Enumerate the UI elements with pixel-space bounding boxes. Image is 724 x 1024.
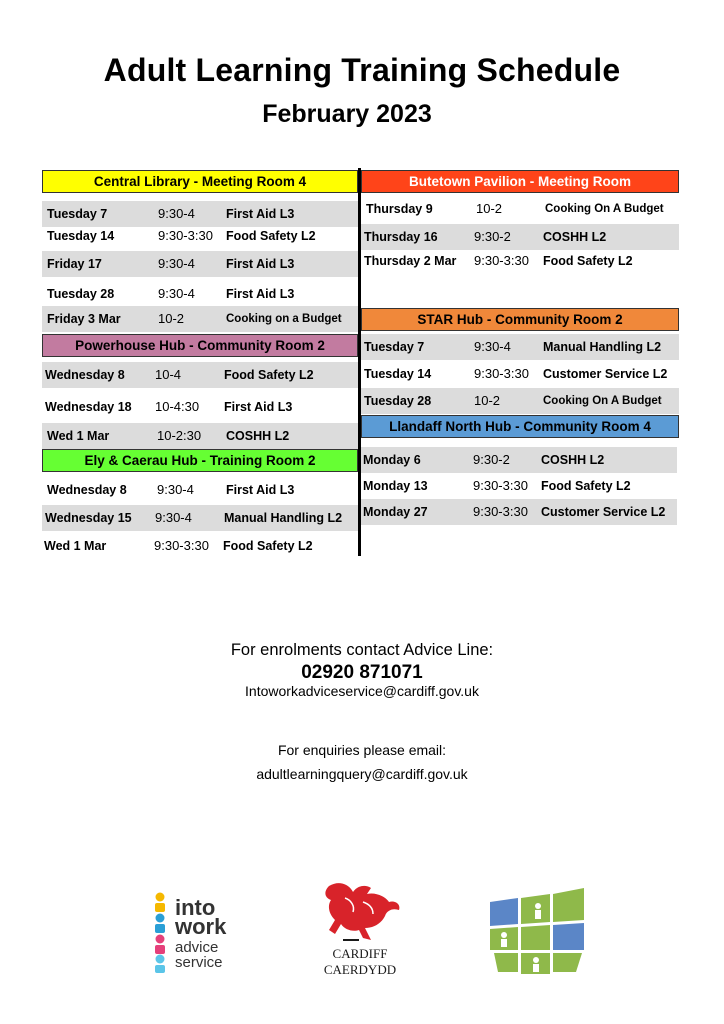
into-work-logo-line2: work [175,914,227,939]
course-cell: Manual Handling L2 [224,511,343,525]
table-row [42,223,358,249]
table-row [361,499,677,525]
course-cell: Customer Service L2 [541,505,666,519]
time-cell: 10-4:30 [155,399,200,414]
adult-learning-logo-icon [488,888,588,976]
course-cell: COSHH L2 [543,230,607,244]
advice-line-phone: 02920 871071 [301,662,423,683]
section-header-central-library: Central Library - Meeting Room 4 [42,170,358,193]
time-cell: 10-4 [155,367,182,382]
table-row [361,473,677,499]
course-cell: First Aid L3 [226,207,295,221]
course-cell: First Aid L3 [226,287,295,301]
course-cell: First Aid L3 [226,257,295,271]
table-row [42,505,358,531]
time-cell: 9:30-3:30 [158,228,213,243]
enrolment-contact-label: For enrolments contact Advice Line: [230,641,494,659]
day-cell: Tuesday 7 [364,340,425,354]
course-cell: COSHH L2 [226,429,290,443]
course-cell: Manual Handling L2 [543,340,662,354]
time-cell: 9:30-3:30 [473,504,528,519]
enquiry-contact-label: For enquiries please email: [277,742,447,758]
cardiff-logo-line2: CAERDYDD [323,962,397,977]
into-work-logo-line4: service [175,954,223,971]
day-cell: Tuesday 28 [364,394,432,408]
page-subtitle: February 2023 [262,100,432,128]
course-cell: Food Safety L2 [541,479,631,493]
adult-learning-logo [488,888,588,976]
cardiff-council-logo [310,878,410,980]
time-cell: 10-2 [474,393,501,408]
into-work-people-icon [152,892,174,974]
time-cell: 9:30-4 [158,256,195,271]
time-cell: 9:30-4 [155,510,192,525]
day-cell: Wednesday 8 [45,368,125,382]
course-cell: Food Safety L2 [543,254,633,268]
time-cell: 9:30-2 [474,229,511,244]
course-cell: Food Safety L2 [224,368,314,382]
time-cell: 9:30-4 [158,206,195,221]
table-row [361,334,679,360]
day-cell: Wed 1 Mar [44,539,107,553]
course-cell: Cooking On A Budget [543,395,662,407]
into-work-logo-line3: advice [175,939,219,956]
table-row [42,251,358,277]
course-cell: Food Safety L2 [223,539,313,553]
day-cell: Friday 17 [47,257,102,271]
section-header-ely-caerau-hub: Ely & Caerau Hub - Training Room 2 [42,449,358,472]
day-cell: Wednesday 15 [45,511,132,525]
course-cell: Cooking On A Budget [545,203,664,215]
day-cell: Wednesday 8 [47,483,127,497]
time-cell: 9:30-4 [158,286,195,301]
table-row [361,361,679,387]
table-row [42,362,358,388]
day-cell: Tuesday 28 [47,287,115,301]
course-cell: First Aid L3 [224,400,293,414]
day-cell: Thursday 16 [364,230,438,244]
day-cell: Tuesday 14 [364,367,432,381]
section-header-star-hub: STAR Hub - Community Room 2 [361,308,679,331]
table-row [361,224,679,250]
course-cell: COSHH L2 [541,453,605,467]
day-cell: Thursday 9 [366,202,433,216]
section-header-butetown-pavilion: Butetown Pavilion - Meeting Room [361,170,679,193]
section-header-powerhouse-hub: Powerhouse Hub - Community Room 2 [42,334,358,357]
day-cell: Wednesday 18 [45,400,132,414]
table-row [42,533,358,559]
day-cell: Tuesday 7 [47,207,108,221]
page-title: Adult Learning Training Schedule [103,52,621,88]
day-cell: Monday 27 [363,505,428,519]
course-cell: Food Safety L2 [226,229,316,243]
table-row [361,196,679,222]
cardiff-logo-line1: CARDIFF [332,946,388,961]
welsh-dragon-icon [315,878,405,948]
table-row [42,477,358,503]
enquiry-email: adultlearningquery@cardiff.gov.uk [256,766,468,782]
time-cell: 9:30-3:30 [474,366,529,381]
day-cell: Friday 3 Mar [47,312,121,326]
table-row [42,394,358,420]
course-cell: Customer Service L2 [543,367,668,381]
time-cell: 9:30-4 [157,482,194,497]
course-cell: First Aid L3 [226,483,295,497]
table-row [361,248,679,274]
time-cell: 9:30-4 [474,339,511,354]
day-cell: Thursday 2 Mar [364,254,457,268]
time-cell: 10-2 [476,201,503,216]
day-cell: Monday 6 [363,453,421,467]
table-row [42,306,358,332]
advice-service-email: Intoworkadviceservice@cardiff.gov.uk [245,683,479,699]
into-work-logo-line1: into [175,895,216,920]
table-row [42,423,358,449]
table-row [361,447,677,473]
time-cell: 9:30-3:30 [473,478,528,493]
day-cell: Monday 13 [363,479,428,493]
into-work-logo [152,890,252,975]
time-cell: 10-2:30 [157,428,202,443]
day-cell: Tuesday 14 [47,229,115,243]
table-row [361,388,679,414]
time-cell: 9:30-3:30 [474,253,529,268]
time-cell: 9:30-2 [473,452,510,467]
table-row [42,281,358,307]
course-cell: Cooking on a Budget [226,313,342,325]
time-cell: 9:30-3:30 [154,538,209,553]
section-header-llandaff-north-hub: Llandaff North Hub - Community Room 4 [361,415,679,438]
day-cell: Wed 1 Mar [47,429,110,443]
time-cell: 10-2 [158,311,185,326]
